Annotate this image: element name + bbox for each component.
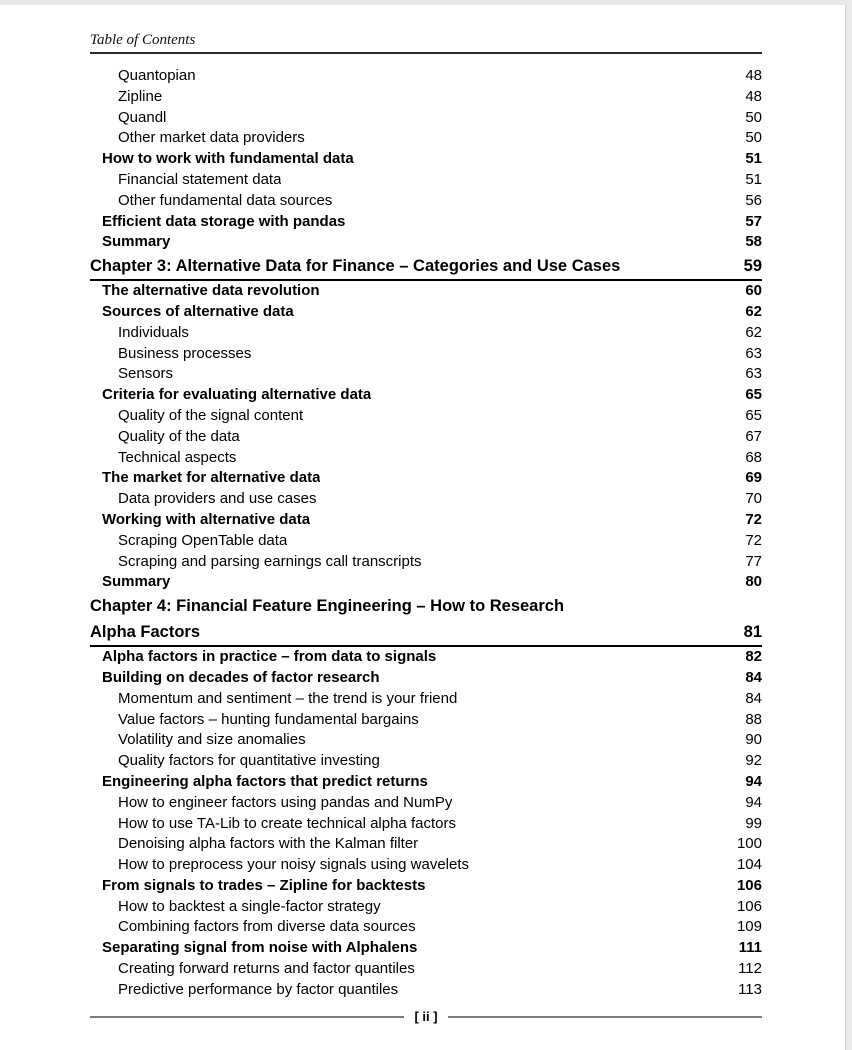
toc-entry-page[interactable]: 50 (745, 108, 762, 126)
toc-entry[interactable] (90, 302, 762, 323)
toc-entry-title[interactable]: Other fundamental data sources (118, 191, 333, 209)
toc-entry[interactable] (90, 772, 762, 793)
toc-entry[interactable] (90, 170, 762, 191)
toc-entry-page[interactable]: 57 (745, 212, 762, 230)
toc-entry[interactable] (90, 793, 762, 814)
toc-entry-page[interactable]: 113 (738, 980, 762, 998)
toc-entry[interactable] (90, 191, 762, 212)
toc-entry-title[interactable]: Data providers and use cases (118, 490, 317, 508)
running-header (90, 5, 762, 54)
toc-entry-page[interactable]: 112 (738, 960, 762, 978)
toc-entry-title[interactable]: Chapter 4: Financial Feature Engineering – How to Research (90, 597, 565, 616)
toc-entry-title[interactable]: Chapter 3: Alternative Data for Finance – Categories and Use Cases (90, 257, 621, 276)
toc-entry-title[interactable]: Quality of the data (118, 427, 240, 445)
toc-entry[interactable] (90, 751, 762, 772)
toc-entry[interactable] (90, 917, 762, 938)
toc-entry-page[interactable]: 48 (745, 87, 762, 105)
toc-entry-title[interactable]: Other market data providers (118, 129, 305, 147)
toc-entry-page[interactable]: 51 (745, 170, 762, 188)
toc-entry-page[interactable]: 48 (745, 67, 762, 84)
toc-entry-title[interactable]: Alpha factors in practice – from data to signals (102, 648, 437, 666)
toc-entry-page[interactable]: 63 (745, 344, 762, 362)
toc-entry-page[interactable]: 65 (745, 386, 762, 404)
toc-entry[interactable] (90, 730, 762, 751)
toc-entry-page[interactable]: 88 (745, 710, 762, 728)
toc-entry-page[interactable]: 68 (745, 448, 762, 466)
toc-entry-page[interactable]: 90 (745, 731, 762, 749)
toc-entry-page[interactable]: 63 (745, 365, 762, 383)
toc-entry[interactable] (90, 344, 762, 365)
toc-entry[interactable] (90, 253, 762, 281)
toc-entry-page[interactable]: 50 (745, 129, 762, 147)
toc-entry-title[interactable]: Sensors (118, 365, 174, 383)
toc-entry[interactable] (90, 980, 762, 1001)
toc-entry-page[interactable]: 82 (745, 648, 762, 666)
toc-entry[interactable] (90, 531, 762, 552)
toc-entry-page[interactable]: 70 (745, 490, 762, 508)
toc-entry[interactable] (90, 489, 762, 510)
toc-entry[interactable] (90, 427, 762, 448)
toc-entry-title[interactable]: Scraping OpenTable data (118, 531, 288, 549)
document-page (0, 5, 846, 1050)
toc-entry-page[interactable]: 69 (745, 469, 762, 487)
toc-entry-title[interactable]: Separating signal from noise with Alphalens (102, 939, 418, 957)
toc-entry[interactable] (90, 647, 762, 668)
toc-entry[interactable] (90, 406, 762, 427)
toc-entry-title[interactable]: The market for alternative data (102, 469, 321, 487)
toc-entry[interactable] (90, 323, 762, 344)
toc-entry[interactable] (90, 876, 762, 897)
toc-entry[interactable] (90, 710, 762, 731)
toc-entry[interactable] (90, 938, 762, 959)
toc-entry-page[interactable]: 58 (745, 233, 762, 251)
toc-entry-page[interactable]: 84 (745, 668, 762, 686)
toc-entry-title[interactable]: Quality factors for quantitative investing (118, 752, 380, 770)
toc-entry-title[interactable]: Efficient data storage with pandas (102, 212, 346, 230)
toc-entry-title[interactable]: Individuals (118, 323, 189, 341)
toc-entry-title[interactable]: Creating forward returns and factor quantiles (118, 960, 415, 978)
toc-entry-page[interactable]: 72 (745, 510, 762, 528)
toc-entry-title[interactable]: Quantopian (118, 67, 196, 84)
toc-entry[interactable] (90, 897, 762, 918)
toc-entry[interactable] (90, 834, 762, 855)
footer-rule-right (448, 1016, 762, 1018)
page-content (90, 5, 762, 1001)
toc-entry-page[interactable]: 80 (745, 573, 762, 591)
toc-entry[interactable] (90, 668, 762, 689)
toc-entry-title[interactable]: Volatility and size anomalies (118, 731, 306, 749)
toc-entry-page[interactable]: 81 (743, 623, 762, 642)
page-number-label: [ ii ] (414, 1009, 438, 1024)
toc-entry[interactable] (90, 619, 762, 647)
toc-entry[interactable] (90, 572, 762, 593)
toc-entry-title[interactable]: Business processes (118, 344, 252, 362)
toc-entry-title[interactable]: How to backtest a single-factor strategy (118, 897, 381, 915)
toc-entry-title[interactable]: Alpha Factors (90, 623, 201, 642)
toc-entry[interactable] (90, 66, 762, 87)
toc-list (90, 66, 762, 1001)
toc-entry[interactable] (90, 959, 762, 980)
toc-entry-title[interactable]: Working with alternative data (102, 510, 311, 528)
toc-entry[interactable] (90, 212, 762, 233)
toc-entry-title[interactable]: From signals to trades – Zipline for backtests (102, 876, 426, 894)
page-footer (90, 1008, 762, 1026)
toc-entry[interactable] (90, 87, 762, 108)
toc-entry-page[interactable]: 106 (736, 876, 762, 894)
toc-entry-title[interactable]: How to work with fundamental data (102, 150, 354, 168)
toc-entry-page[interactable]: 111 (738, 939, 762, 957)
toc-entry-title[interactable]: Value factors – hunting fundamental bargains (118, 710, 419, 728)
toc-entry-page[interactable]: 62 (745, 302, 762, 320)
toc-entry-page[interactable]: 56 (745, 191, 762, 209)
toc-entry-page[interactable]: 65 (745, 406, 762, 424)
toc-entry-title[interactable]: Combining factors from diverse data sources (118, 918, 416, 936)
toc-entry[interactable] (90, 448, 762, 469)
toc-entry-title[interactable]: Summary (102, 573, 171, 591)
toc-entry-page[interactable]: 62 (745, 323, 762, 341)
toc-entry[interactable] (90, 552, 762, 573)
toc-entry-page[interactable]: 59 (743, 257, 762, 276)
toc-entry[interactable] (90, 468, 762, 489)
toc-entry-page[interactable]: 99 (745, 814, 762, 832)
toc-entry[interactable] (90, 128, 762, 149)
toc-entry-title[interactable]: Quandl (118, 108, 167, 126)
toc-entry-title[interactable]: Summary (102, 233, 171, 251)
toc-entry-page[interactable]: 72 (745, 531, 762, 549)
toc-entry-title[interactable]: Building on decades of factor research (102, 668, 380, 686)
toc-entry-title[interactable]: Zipline (118, 87, 163, 105)
toc-entry-title[interactable]: Scraping and parsing earnings call transcripts (118, 552, 422, 570)
toc-entry-page[interactable]: 104 (736, 856, 762, 874)
toc-entry-title[interactable]: Sources of alternative data (102, 302, 294, 320)
toc-entry-title[interactable]: Quality of the signal content (118, 406, 304, 424)
toc-entry-page[interactable]: 51 (745, 150, 762, 168)
running-header-title: Table of Contents (90, 32, 196, 48)
toc-entry-title[interactable]: Momentum and sentiment – the trend is your friend (118, 689, 458, 707)
toc-entry[interactable] (90, 814, 762, 835)
toc-entry[interactable] (90, 281, 762, 302)
toc-entry-title[interactable]: Technical aspects (118, 448, 237, 466)
footer-rule-left (90, 1016, 404, 1018)
toc-entry-title[interactable]: Engineering alpha factors that predict returns (102, 772, 428, 790)
toc-entry-page[interactable]: 67 (745, 427, 762, 445)
header-rule (90, 52, 762, 54)
toc-entry-page[interactable]: 106 (736, 897, 762, 915)
toc-entry[interactable] (90, 108, 762, 129)
toc-entry[interactable] (90, 364, 762, 385)
toc-entry-page[interactable]: 92 (745, 752, 762, 770)
toc-entry[interactable] (90, 855, 762, 876)
toc-entry-title[interactable]: How to engineer factors using pandas and NumPy (118, 793, 453, 811)
toc-entry-title[interactable]: How to use TA-Lib to create technical alpha factors (118, 814, 456, 832)
toc-entry-title[interactable]: How to preprocess your noisy signals using wavelets (118, 856, 469, 874)
toc-entry-page[interactable]: 109 (736, 918, 762, 936)
toc-entry-page[interactable]: 100 (736, 835, 762, 853)
toc-entry-page[interactable]: 84 (745, 689, 762, 707)
toc-entry[interactable] (90, 149, 762, 170)
toc-entry-title[interactable]: Financial statement data (118, 170, 282, 188)
toc-entry-page[interactable]: 60 (745, 282, 762, 300)
toc-entry-title[interactable]: Denoising alpha factors with the Kalman filter (118, 835, 419, 853)
toc-entry-title[interactable]: Predictive performance by factor quantiles (118, 980, 399, 998)
toc-entry-title[interactable]: The alternative data revolution (102, 282, 320, 300)
toc-entry-page[interactable]: 77 (745, 552, 762, 570)
toc-entry[interactable] (90, 689, 762, 710)
toc-entry[interactable] (90, 593, 762, 619)
toc-entry[interactable] (90, 385, 762, 406)
toc-entry[interactable] (90, 232, 762, 253)
toc-entry-page[interactable]: 94 (745, 772, 762, 790)
toc-entry-title[interactable]: Criteria for evaluating alternative data (102, 386, 372, 404)
toc-entry[interactable] (90, 510, 762, 531)
toc-entry-page[interactable]: 94 (745, 793, 762, 811)
